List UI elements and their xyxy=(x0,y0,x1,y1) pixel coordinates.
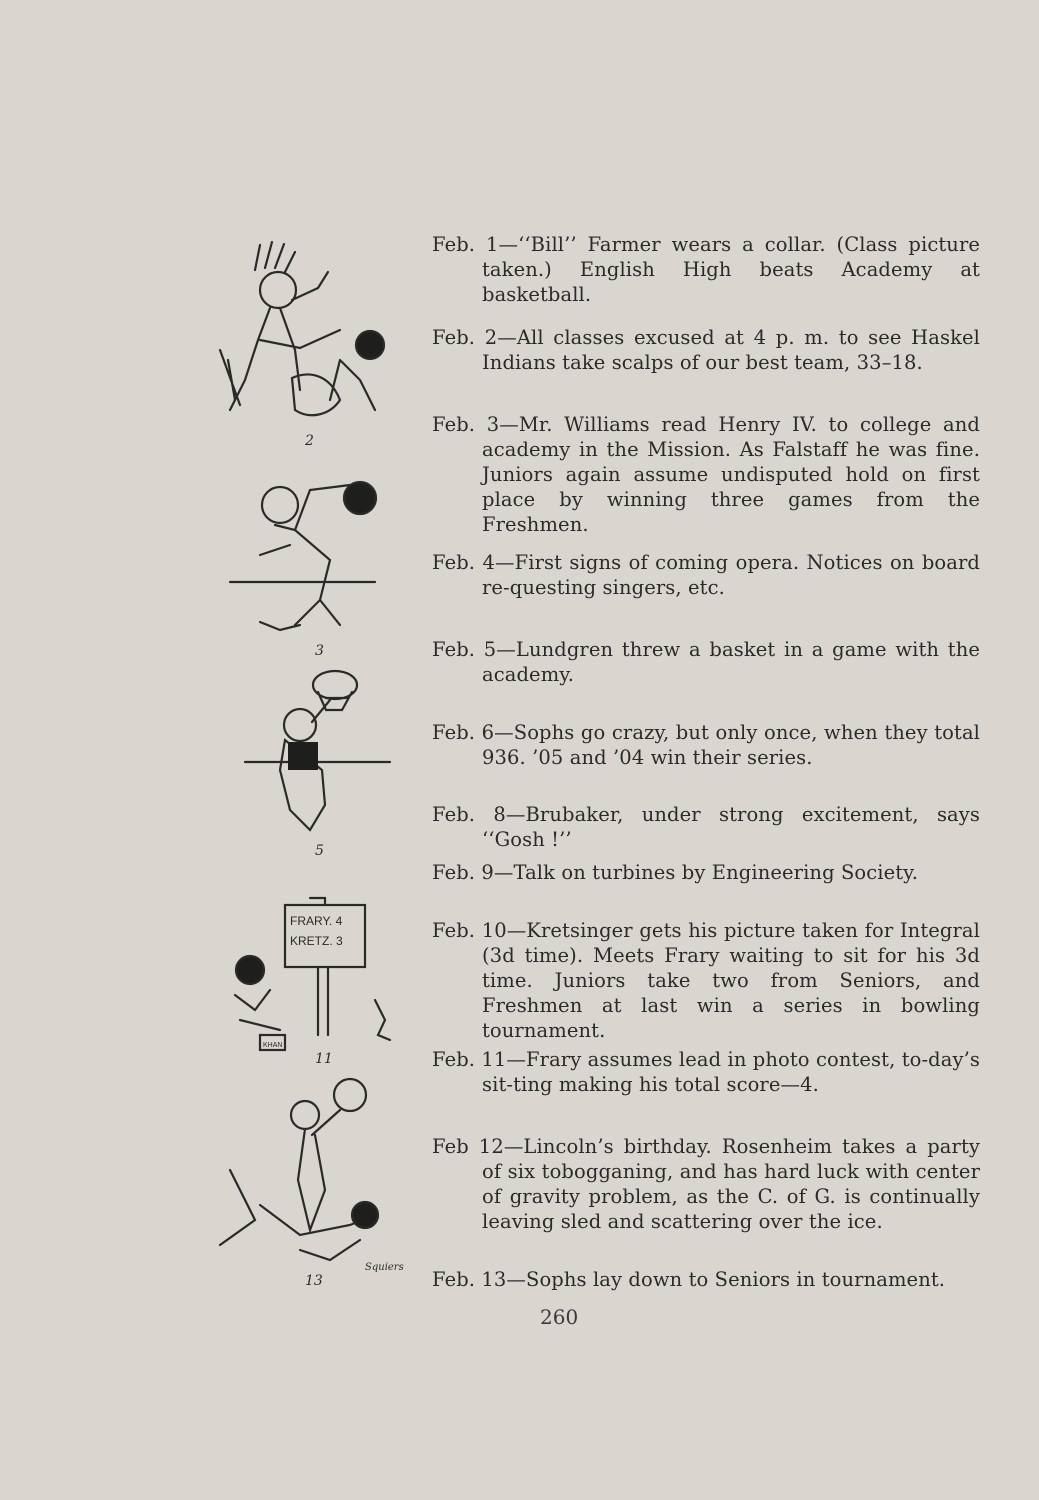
entry-text: —‘‘Bill’’ Farmer wears a collar. (Class picture taken.) English High beats Academy at basketball. xyxy=(482,233,981,306)
entry-text: —Sophs lay down to Seniors in tournament. xyxy=(506,1268,946,1291)
entry-feb-13 xyxy=(432,1267,980,1292)
sign-line-kretz: KRETZ. 3 xyxy=(290,934,343,948)
player-head-icon xyxy=(356,331,384,359)
sign-line-frary: FRARY. 4 xyxy=(290,914,343,928)
entry-date: Feb. 5 xyxy=(432,638,497,661)
entry-feb-1 xyxy=(432,232,980,307)
entry-date: Feb. 11 xyxy=(432,1048,507,1071)
entry-date: Feb. 13 xyxy=(432,1268,507,1291)
entry-feb-4 xyxy=(432,550,980,600)
entry-text: —First signs of coming opera. Notices on board re-questing singers, etc. xyxy=(482,551,981,599)
entry-date: Feb 12 xyxy=(432,1135,504,1158)
entry-date: Feb. 2 xyxy=(432,326,498,349)
entry-text: —Lundgren threw a basket in a game with the academy. xyxy=(482,638,981,686)
panel-number-3: 3 xyxy=(315,643,324,659)
entry-feb-6 xyxy=(432,720,980,770)
panel-number-2: 2 xyxy=(305,433,314,449)
entry-feb-5 xyxy=(432,637,980,687)
bowling-ball-icon xyxy=(344,482,376,514)
panel-number-5: 5 xyxy=(315,843,324,859)
entry-date: Feb. 6 xyxy=(432,721,495,744)
box-label: KHAN xyxy=(263,1042,283,1049)
panel-number-13: 13 xyxy=(305,1273,323,1289)
entry-text: —Talk on turbines by Engineering Society. xyxy=(493,861,919,884)
indian-scalping-drawing xyxy=(220,242,375,415)
jersey-shape xyxy=(288,742,318,770)
panel-number-11: 11 xyxy=(315,1051,333,1067)
entry-text: —Mr. Williams read Henry IV. to college and academy in the Mission. As Falstaff he was fine. Juniors again assume undisputed hold on first place by winning three games from the Freshmen. xyxy=(482,413,980,536)
artist-signature: Squiers xyxy=(365,1262,404,1273)
entry-text: —All classes excused at 4 p. m. to see Haskel Indians take scalps of our best team, 33–18. xyxy=(482,326,980,374)
page-number: 260 xyxy=(540,1305,579,1329)
entry-text: —Kretsinger gets his picture taken for Integral (3d time). Meets Frary waiting to sit for his 3d time. Juniors take two from Seniors, and Freshmen at last win a series in bowling tournament. xyxy=(482,919,980,1042)
entry-feb-8 xyxy=(432,802,980,852)
cartoon-strip xyxy=(200,230,420,1300)
entry-text: —Sophs go crazy, but only once, when they total 936. ’05 and ’04 win their series. xyxy=(482,721,981,769)
entry-feb-10 xyxy=(432,918,980,1043)
entry-text: —Frary assumes lead in photo contest, to-day’s sit-ting making his total score—4. xyxy=(482,1048,981,1096)
entry-date: Feb. 8 xyxy=(432,803,506,826)
entry-date: Feb. 10 xyxy=(432,919,507,942)
margin-illustrations xyxy=(200,230,420,1300)
entry-date: Feb. 9 xyxy=(432,861,494,884)
entry-text: —Lincoln’s birthday. Rosenheim takes a party of six tobogganing, and has hard luck with center of gravity problem, as the C. of G. is continually leaving sled and scattering over the ice. xyxy=(482,1135,980,1233)
entry-feb-12 xyxy=(432,1134,980,1234)
entry-text: —Brubaker, under strong excitement, says ‘‘Gosh !’’ xyxy=(482,803,980,851)
entry-date: Feb. 4 xyxy=(432,551,495,574)
ball-icon xyxy=(352,1202,378,1228)
entry-date: Feb. 3 xyxy=(432,413,500,436)
tumbling-players-drawing xyxy=(220,1079,375,1260)
entry-feb-3 xyxy=(432,412,980,537)
entry-feb-11 xyxy=(432,1047,980,1097)
entry-feb-2 xyxy=(432,325,980,375)
entry-date: Feb. 1 xyxy=(432,233,499,256)
entry-feb-9 xyxy=(432,860,980,885)
